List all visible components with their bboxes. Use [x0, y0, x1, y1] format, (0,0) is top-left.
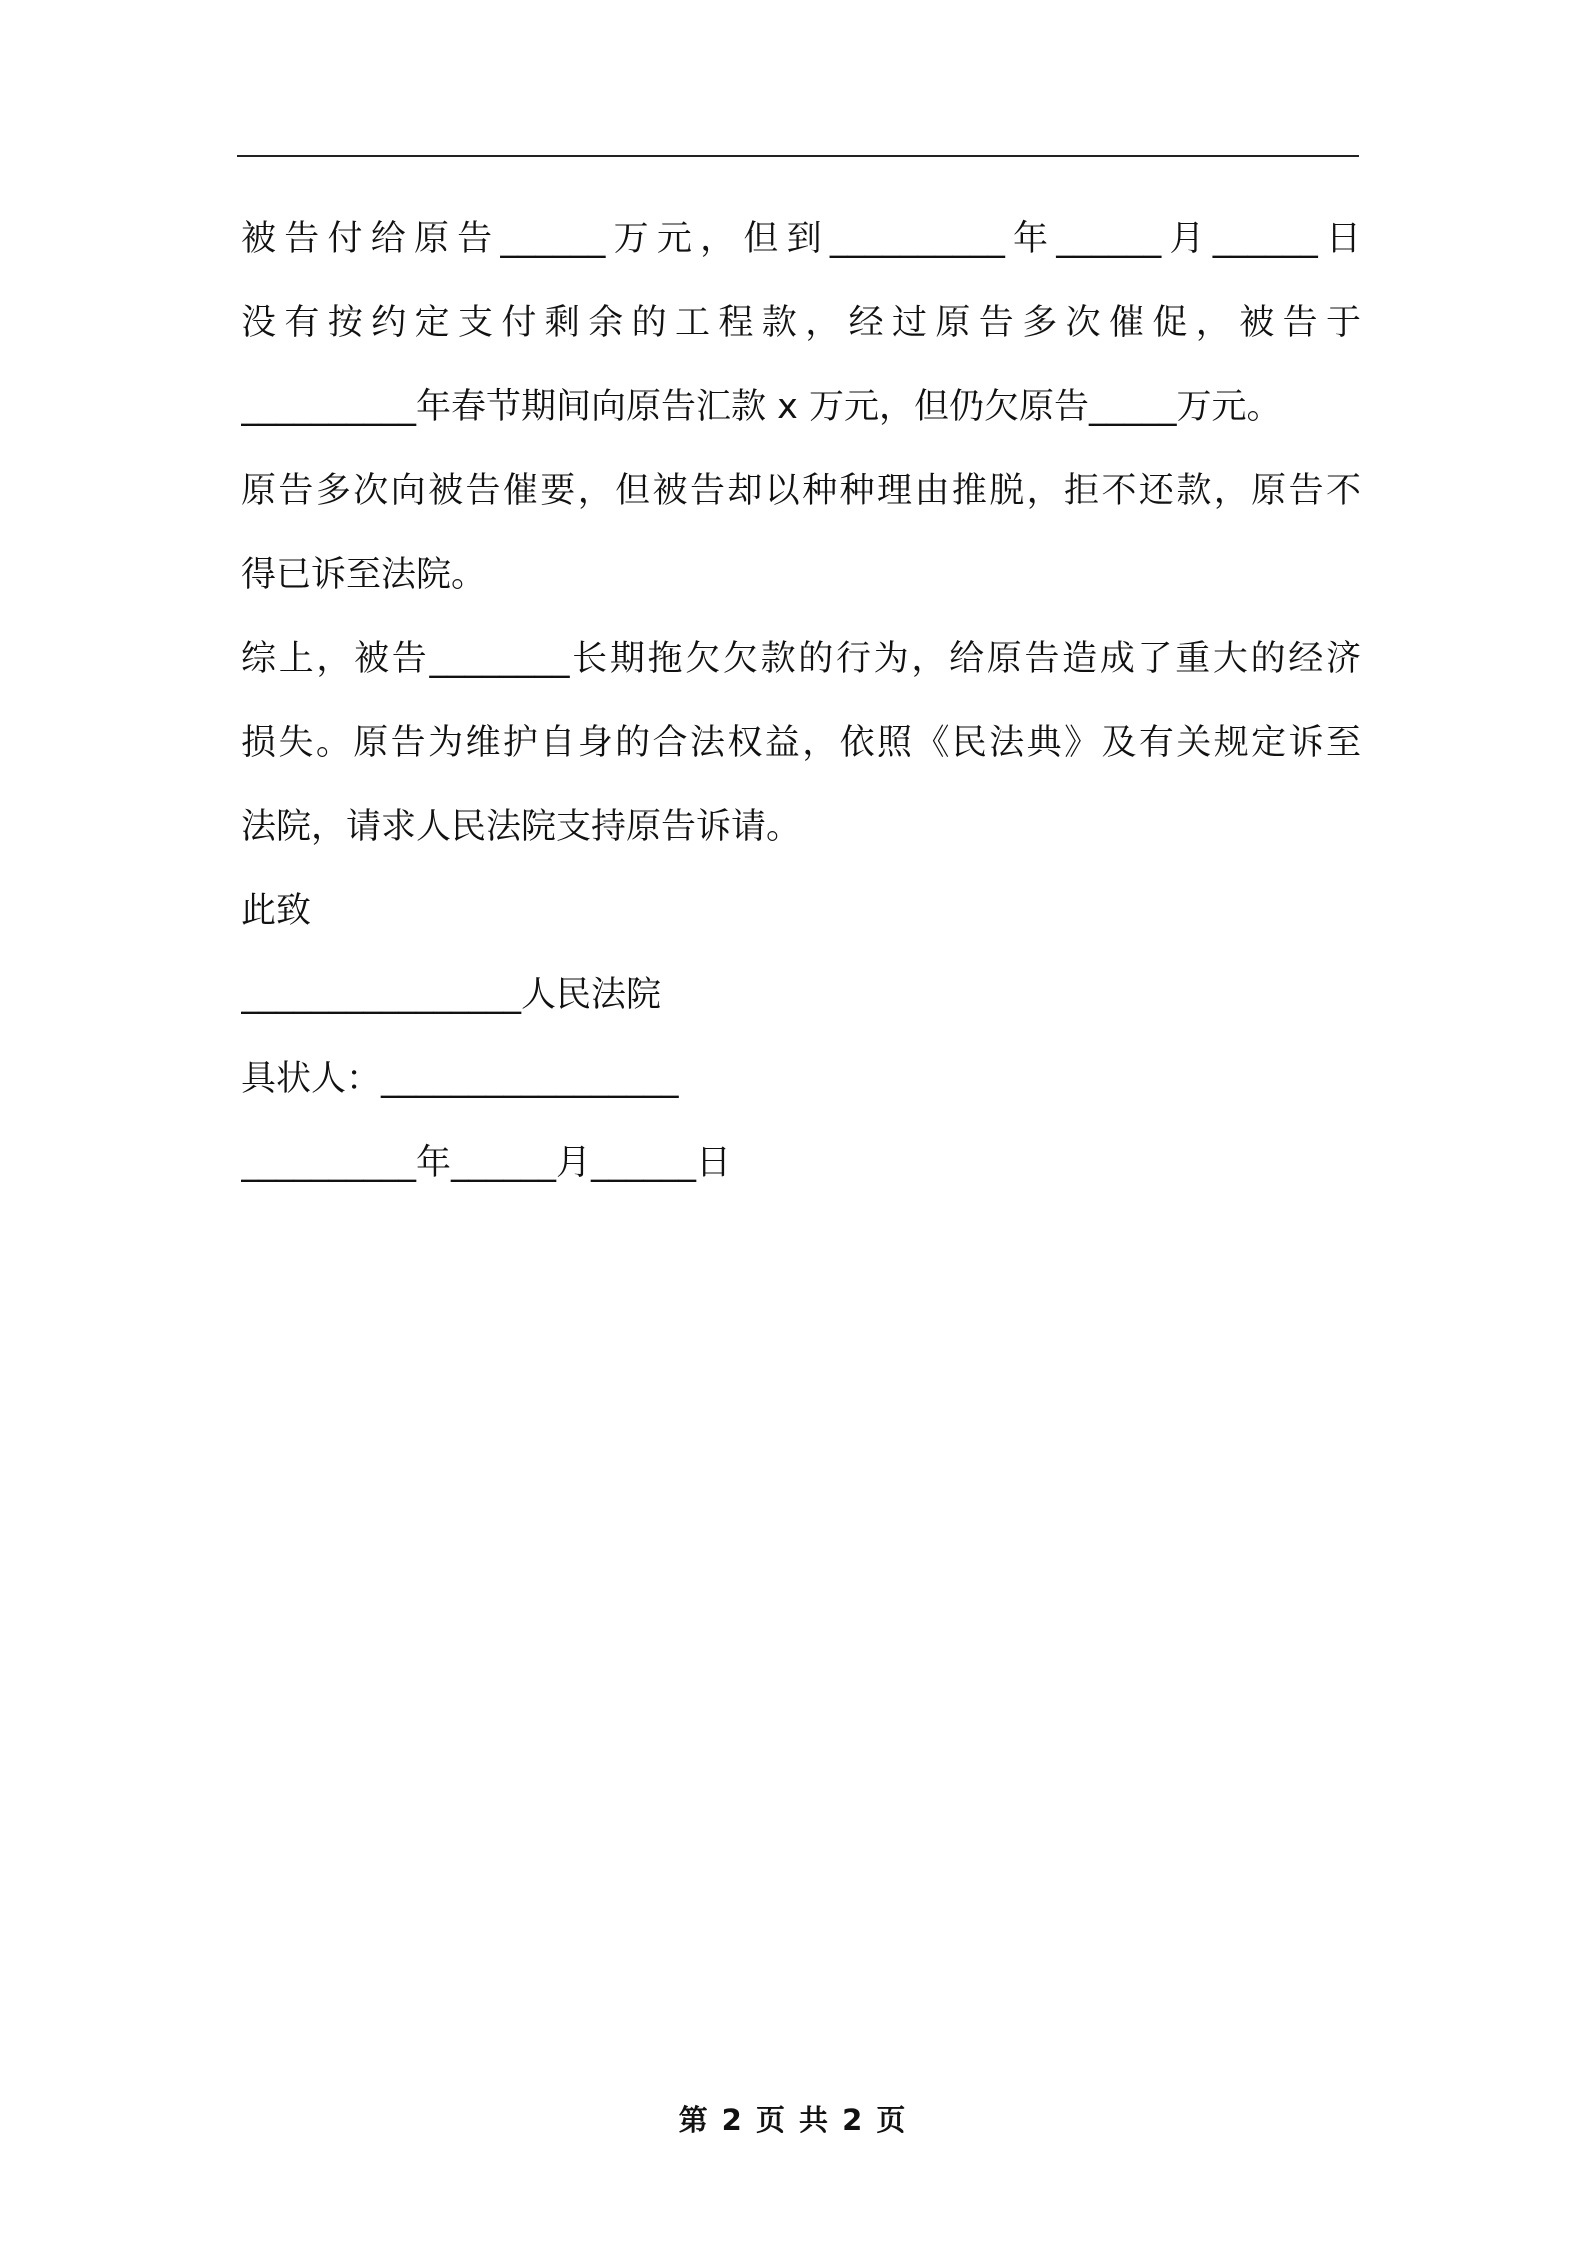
- text-line: 法院，请求人民法院支持原告诉请。: [241, 807, 802, 847]
- text-line: 原告多次向被告催要，但被告却以种种理由推脱，拒不还款，原告不: [241, 471, 1361, 511]
- document-body: [241, 197, 1361, 1205]
- page-number: 第 2 页 共 2 页: [678, 2103, 908, 2137]
- header-rule: [237, 155, 1359, 157]
- court-line: ________________人民法院: [241, 975, 662, 1015]
- date-line: __________年______月______日: [241, 1143, 732, 1183]
- salutation: 此致: [241, 891, 312, 931]
- text-line: 被告付给原告______万元，但到__________年______月______日: [241, 219, 1361, 259]
- text-line: 损失。原告为维护自身的合法权益，依照《民法典》及有关规定诉至: [241, 723, 1361, 763]
- petitioner-line: 具状人：_________________: [241, 1059, 679, 1099]
- text-line: __________年春节期间向原告汇款 x 万元，但仍欠原告_____万元。: [241, 387, 1282, 427]
- text-line: 得已诉至法院。: [241, 555, 487, 595]
- text-line: 没有按约定支付剩余的工程款，经过原告多次催促，被告于: [241, 303, 1361, 343]
- text-line: 综上，被告________长期拖欠欠款的行为，给原告造成了重大的经济: [241, 639, 1361, 679]
